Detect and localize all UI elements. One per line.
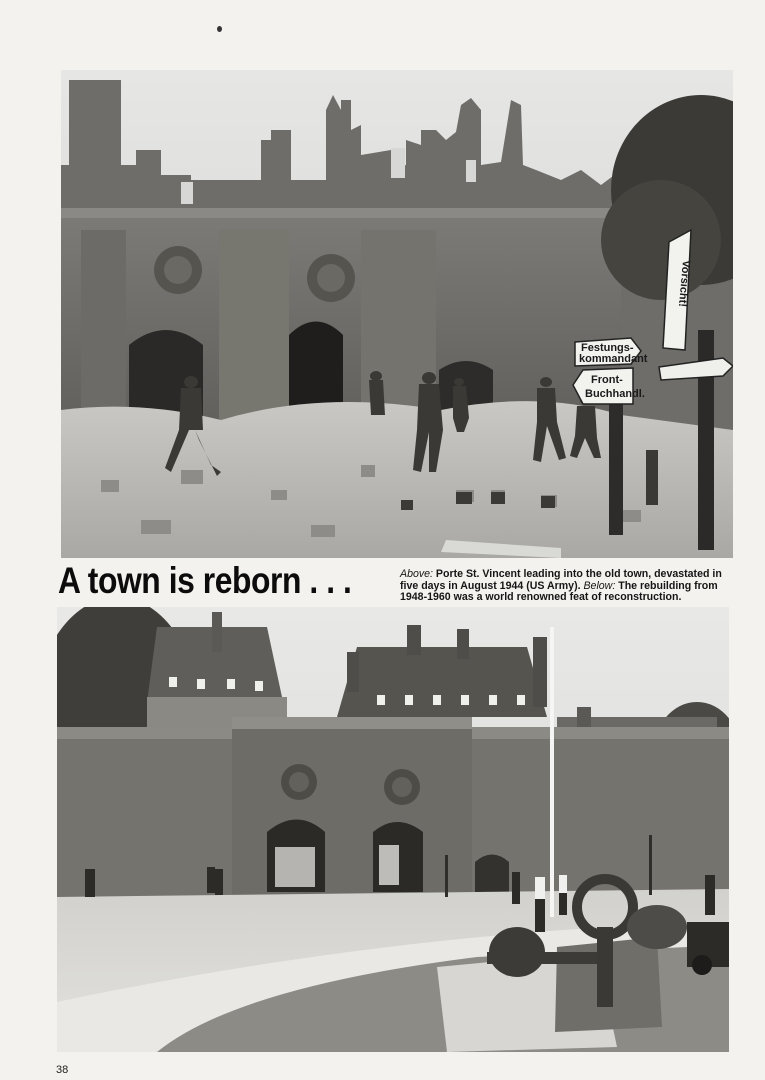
sign-2-line-2: Buchhandl. bbox=[585, 388, 645, 400]
sign-1-line-1: Festungs- bbox=[581, 342, 634, 354]
sign-3-text: Vorsicht! bbox=[675, 259, 692, 308]
photo-rebuilt-gate bbox=[57, 607, 729, 1052]
caption-below-label: Below: bbox=[583, 579, 616, 592]
photo-caption bbox=[400, 569, 736, 604]
caption-above-label: Above: bbox=[400, 568, 433, 580]
sign-1-line-2: kommandant bbox=[579, 353, 648, 365]
page-number: 38 bbox=[56, 1064, 69, 1076]
caption-below-text: The rebuilding from 1948-1960 was a world renowned feat of reconstruction. bbox=[400, 579, 718, 604]
photo-ruined-gate-1944 bbox=[61, 70, 733, 558]
headline: A town is reborn . . . bbox=[58, 560, 352, 601]
caption-above-text: Porte St. Vincent leading into the old town, devastated in five days in August 1944 (US Army). bbox=[400, 568, 722, 592]
print-speck bbox=[217, 26, 222, 32]
sign-2-line-1: Front- bbox=[591, 374, 623, 386]
